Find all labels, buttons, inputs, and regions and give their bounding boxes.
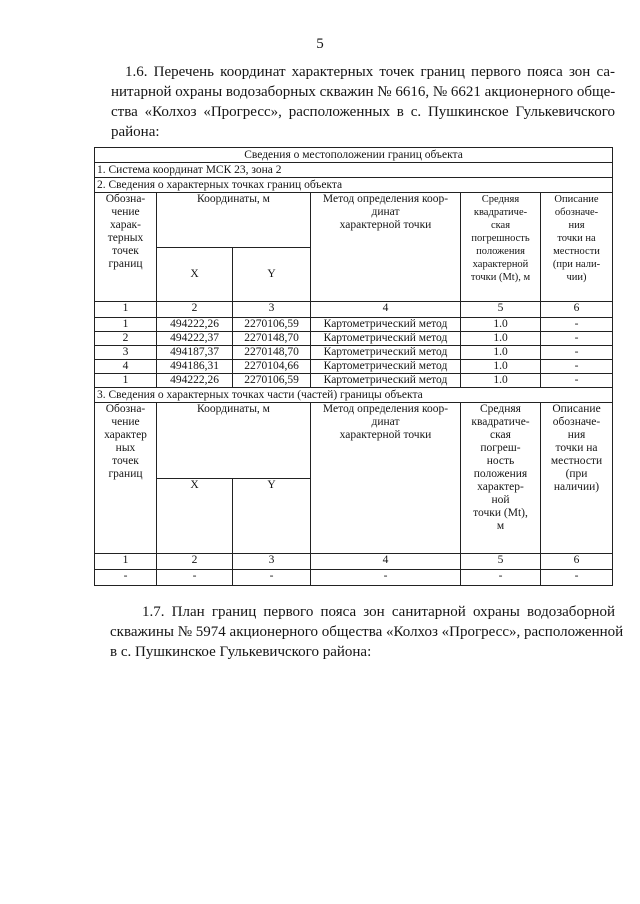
cell-point: 1 [95, 374, 157, 388]
cell-dash: - [157, 570, 233, 586]
header-x-2: X [157, 478, 233, 554]
paragraph-line: района: [111, 124, 160, 140]
paragraph-line: нитарной охраны водозаборных скважин № 6616, № 6621 акционерного обще- [111, 84, 616, 100]
paragraph-line: ства «Колхоз «Прогресс», расположенных в с. Пушкинское Гулькевичского [111, 104, 615, 120]
header-designation-text: Обозна- чение харак- терных точек границ [105, 193, 146, 270]
cell-accuracy: 1.0 [461, 318, 541, 332]
paragraph-line: скважины № 5974 акционерного общества «Колхоз «Прогресс», расположенной [110, 624, 624, 640]
table-row [95, 374, 613, 388]
cell-method: Картометрический метод [311, 360, 461, 374]
column-number: 3 [233, 302, 311, 318]
cell-x: 494222,26 [157, 318, 233, 332]
cell-accuracy: 1.0 [461, 346, 541, 360]
header-method [311, 193, 461, 302]
header-description-text: Описание обозначе- ния точки на местности (при наличии) [550, 403, 603, 493]
cell-description: - [541, 360, 613, 374]
cell-y: 2270148,70 [233, 346, 311, 360]
column-number: 2 [157, 554, 233, 570]
header-description [541, 193, 613, 302]
cell-y: 2270106,59 [233, 374, 311, 388]
header-designation-2 [95, 403, 157, 554]
column-number: 3 [233, 554, 311, 570]
header-method-text: Метод определения коор- динат характерной точки [322, 403, 449, 441]
header-coordinates-2: Координаты, м [157, 403, 311, 479]
cell-dash: - [95, 570, 157, 586]
cell-x: 494186,31 [157, 360, 233, 374]
cell-method: Картометрический метод [311, 318, 461, 332]
header-y-2: Y [233, 478, 311, 554]
cell-x: 494187,37 [157, 346, 233, 360]
table-section-part-points: 3. Сведения о характерных точках части (частей) границы объекта [95, 388, 613, 403]
paragraph-line: 1.6. Перечень координат характерных точек границ первого пояса зон са- [125, 64, 615, 80]
column-number: 4 [311, 554, 461, 570]
header-accuracy-text: Средняя квадратиче- ская погреш- ность положения характер- ной точки (Mt), м [471, 403, 530, 532]
paragraph-1-6 [111, 62, 616, 142]
cell-description: - [541, 374, 613, 388]
table-row [95, 570, 613, 586]
column-number: 6 [541, 302, 613, 318]
page-number: 5 [316, 36, 324, 52]
column-number: 2 [157, 302, 233, 318]
paragraph-line: 1.7. План границ первого пояса зон санитарной охраны водозаборной [142, 604, 615, 620]
column-number: 4 [311, 302, 461, 318]
header-y: Y [233, 247, 311, 302]
cell-y: 2270106,59 [233, 318, 311, 332]
cell-x: 494222,37 [157, 332, 233, 346]
cell-dash: - [311, 570, 461, 586]
cell-method: Картометрический метод [311, 346, 461, 360]
column-number: 1 [95, 554, 157, 570]
column-number: 6 [541, 554, 613, 570]
cell-y: 2270148,70 [233, 332, 311, 346]
header-designation-text: Обозна- чение характер ных точек границ [104, 403, 147, 480]
column-number: 1 [95, 302, 157, 318]
cell-accuracy: 1.0 [461, 332, 541, 346]
header-description-text: Описание обозначе- ния точки на местности (при нали- чии) [552, 194, 601, 283]
cell-dash: - [461, 570, 541, 586]
paragraph-line: в с. Пушкинское Гулькевичского района: [110, 644, 372, 660]
cell-description: - [541, 318, 613, 332]
cell-point: 1 [95, 318, 157, 332]
header-description-2 [541, 403, 613, 554]
paragraph-1-7 [110, 602, 624, 662]
cell-point: 3 [95, 346, 157, 360]
cell-description: - [541, 346, 613, 360]
table-row [95, 332, 613, 346]
header-accuracy-2 [461, 403, 541, 554]
cell-point: 2 [95, 332, 157, 346]
cell-point: 4 [95, 360, 157, 374]
header-coordinates: Координаты, м [157, 193, 311, 248]
column-number: 5 [461, 302, 541, 318]
header-method-2 [311, 403, 461, 554]
header-method-text: Метод определения коор- динат характерной точки [322, 193, 449, 231]
header-x: X [157, 247, 233, 302]
cell-y: 2270104,66 [233, 360, 311, 374]
table-section-boundary-points: 2. Сведения о характерных точках границ объекта [95, 178, 613, 193]
table-title: Сведения о местоположении границ объекта [95, 148, 613, 163]
cell-dash: - [233, 570, 311, 586]
cell-accuracy: 1.0 [461, 374, 541, 388]
header-designation [95, 193, 157, 302]
cell-description: - [541, 332, 613, 346]
cell-method: Картометрический метод [311, 332, 461, 346]
cell-method: Картометрический метод [311, 374, 461, 388]
table-row [95, 346, 613, 360]
column-number: 5 [461, 554, 541, 570]
table-section-coordinate-system: 1. Система координат МСК 23, зона 2 [95, 163, 613, 178]
header-accuracy [461, 193, 541, 302]
table-row [95, 360, 613, 374]
coordinates-table [94, 147, 613, 586]
header-accuracy-text: Средняя квадратиче- ская погрешность положения характерной точки (Mt), м [470, 194, 531, 283]
table-row [95, 318, 613, 332]
cell-x: 494222,26 [157, 374, 233, 388]
cell-accuracy: 1.0 [461, 360, 541, 374]
cell-dash: - [541, 570, 613, 586]
